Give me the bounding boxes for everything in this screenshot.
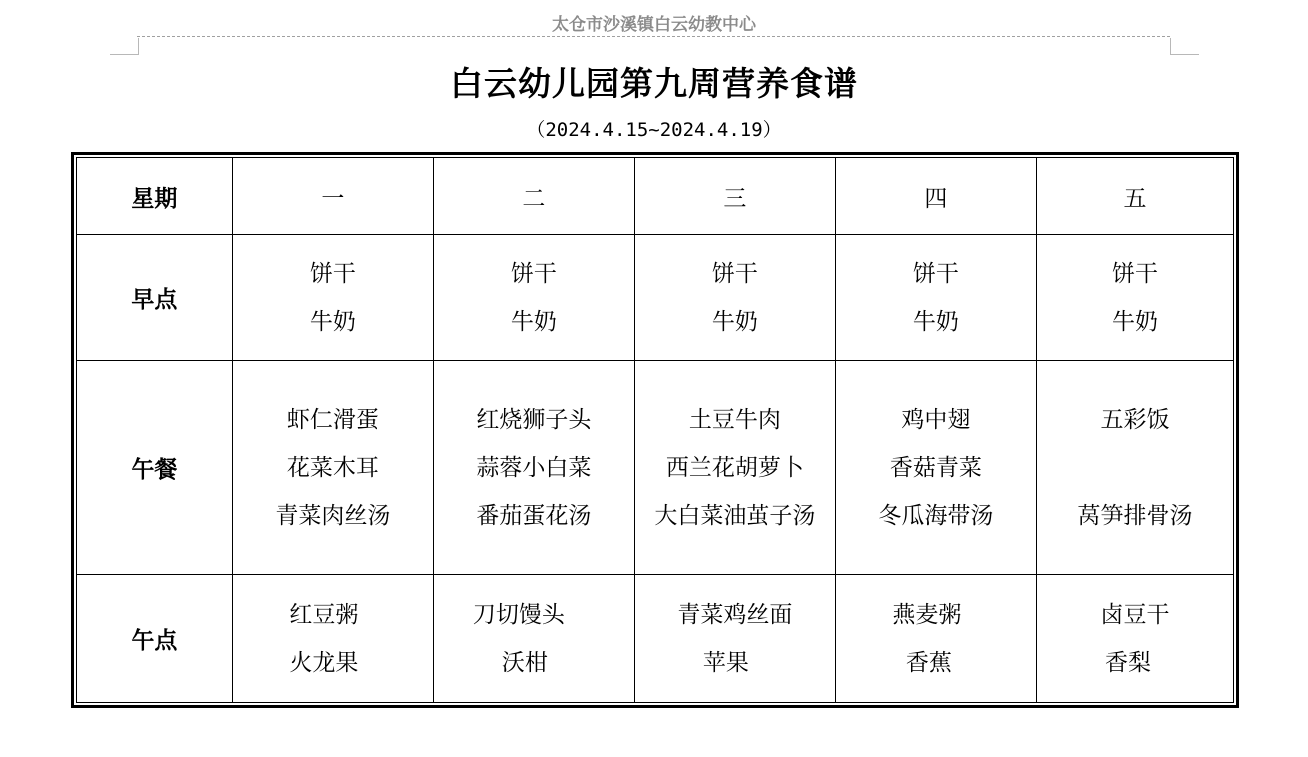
menu-item: 青菜肉丝汤 xyxy=(275,502,391,529)
menu-item: 香菇青菜 xyxy=(889,454,982,481)
menu-cell xyxy=(835,575,1036,703)
menu-item: 牛奶 xyxy=(309,308,356,335)
menu-item: 番茄蛋花汤 xyxy=(476,502,592,529)
weekday-header-2: 二 xyxy=(433,158,634,235)
lunch-row xyxy=(77,361,1234,575)
menu-cell xyxy=(232,361,433,575)
weekday-header-1: 一 xyxy=(232,158,433,235)
menu-item: 莴笋排骨汤 xyxy=(1077,502,1193,529)
menu-cell xyxy=(634,361,835,575)
weekday-header-4: 四 xyxy=(835,158,1036,235)
menu-item: 牛奶 xyxy=(510,308,557,335)
afternoon-snack-row xyxy=(77,575,1234,703)
header-rule xyxy=(137,36,1170,37)
date-range: （2024.4.15~2024.4.19） xyxy=(526,119,782,141)
menu-item: 香蕉 xyxy=(905,649,952,676)
menu-table xyxy=(76,157,1234,703)
menu-item: 饼干 xyxy=(711,260,758,287)
meal-label-afternoon-snack: 午点 xyxy=(77,575,233,703)
meal-label-breakfast: 早点 xyxy=(77,235,233,361)
menu-cell xyxy=(433,235,634,361)
menu-cell xyxy=(634,235,835,361)
menu-item: 苹果 xyxy=(702,649,749,676)
menu-cell xyxy=(433,361,634,575)
menu-cell xyxy=(232,235,433,361)
menu-item: 大白菜油茧子汤 xyxy=(654,502,816,529)
breakfast-row xyxy=(77,235,1234,361)
menu-cell xyxy=(232,575,433,703)
weekday-header-3: 三 xyxy=(634,158,835,235)
meal-label-lunch: 午餐 xyxy=(77,361,233,575)
weekday-header-5: 五 xyxy=(1036,158,1233,235)
menu-item: 花菜木耳 xyxy=(286,454,379,481)
menu-table-frame xyxy=(71,152,1239,708)
menu-item: 蒜蓉小白菜 xyxy=(476,454,592,481)
menu-item: 燕麦粥 xyxy=(892,601,962,628)
menu-item: 饼干 xyxy=(309,260,356,287)
menu-cell xyxy=(433,575,634,703)
menu-cell xyxy=(1036,235,1233,361)
corner-label: 星期 xyxy=(77,158,233,235)
menu-cell xyxy=(835,361,1036,575)
menu-item: 牛奶 xyxy=(1111,308,1158,335)
menu-cell xyxy=(835,235,1036,361)
margin-corner-left xyxy=(110,38,139,55)
menu-item: 刀切馒头 xyxy=(472,601,565,628)
document-title: 白云幼儿园第九周营养食谱 xyxy=(450,64,858,103)
menu-item: 红烧狮子头 xyxy=(476,406,592,433)
menu-item: 虾仁滑蛋 xyxy=(286,406,379,433)
margin-corner-right xyxy=(1170,38,1199,55)
page-header: 太仓市沙溪镇白云幼教中心 xyxy=(552,15,756,35)
menu-item: 香梨 xyxy=(1104,649,1151,676)
menu-item: 牛奶 xyxy=(711,308,758,335)
menu-item: 饼干 xyxy=(510,260,557,287)
menu-cell xyxy=(1036,361,1233,575)
menu-item: 鸡中翅 xyxy=(901,406,971,433)
menu-item: 火龙果 xyxy=(289,649,359,676)
menu-item: 牛奶 xyxy=(912,308,959,335)
menu-item: 卤豆干 xyxy=(1100,601,1170,628)
menu-item: 西兰花胡萝卜 xyxy=(665,454,804,481)
menu-cell xyxy=(1036,575,1233,703)
menu-item: 土豆牛肉 xyxy=(688,406,781,433)
menu-item: 青菜鸡丝面 xyxy=(677,601,793,628)
menu-item: 冬瓜海带汤 xyxy=(878,502,994,529)
menu-item: 饼干 xyxy=(912,260,959,287)
weekday-header-row xyxy=(77,158,1234,235)
menu-item: 饼干 xyxy=(1111,260,1158,287)
menu-cell xyxy=(634,575,835,703)
menu-item: 红豆粥 xyxy=(289,601,359,628)
menu-item: 沃柑 xyxy=(501,649,548,676)
menu-item: 五彩饭 xyxy=(1100,406,1170,433)
